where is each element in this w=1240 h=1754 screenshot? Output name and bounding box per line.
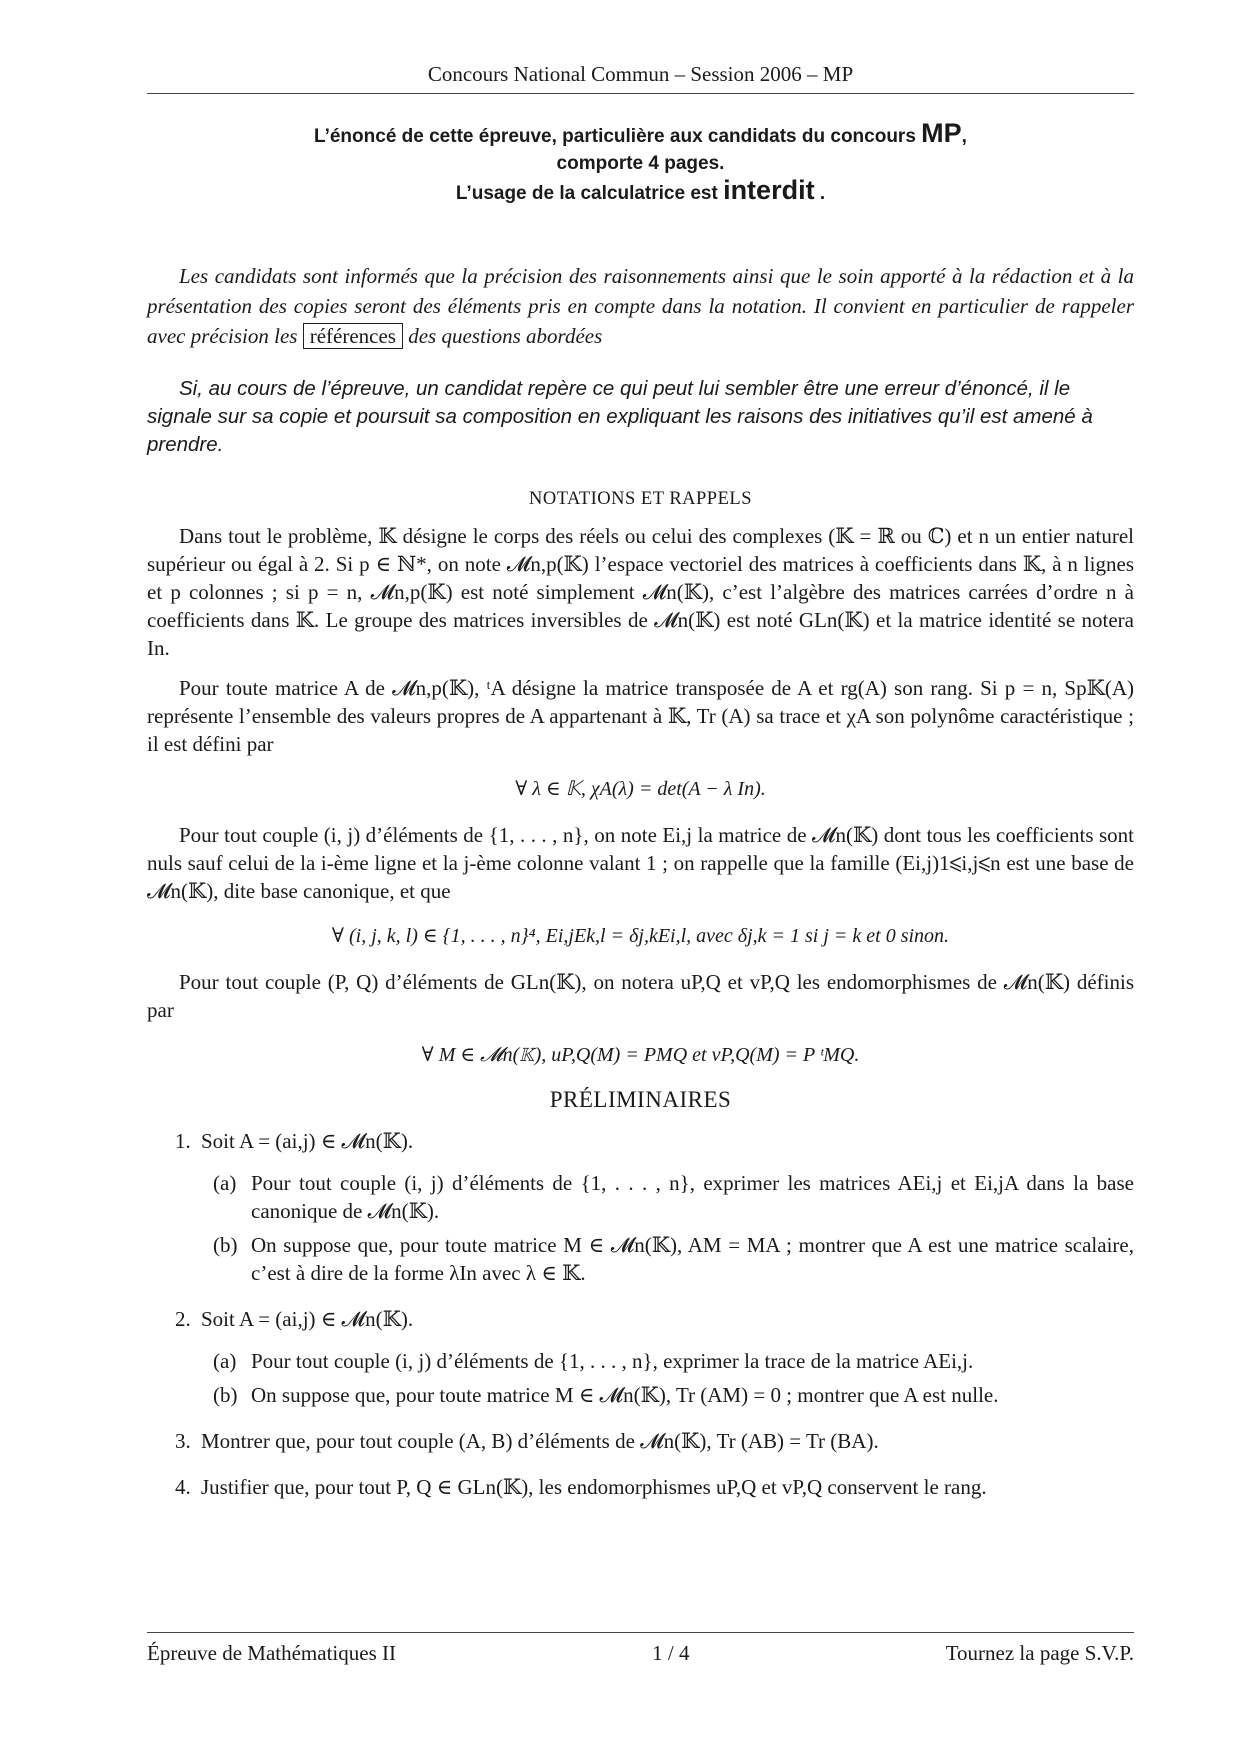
question-item: [147, 1305, 1134, 1409]
formula-canonical-basis-product: ∀ (i, j, k, l) ∈ {1, . . . , n}⁴, Ei,jEk,l = δj,kEi,l, avec δj,k = 1 si j = k et 0 sinon.: [331, 925, 950, 947]
question-list: [147, 1127, 1134, 1501]
title-line1: L’énoncé de cette épreuve, particulière aux candidats du concours: [314, 126, 922, 147]
subquestion-item: [201, 1347, 1134, 1375]
subquestion-item: [201, 1169, 1134, 1225]
question-text: Soit A = (ai,j) ∈ 𝓜n(𝕂).: [201, 1129, 414, 1153]
notations-paragraph-2: Pour toute matrice A de 𝓜n,p(𝕂), ᵗA désigne la matrice transposée de A et rg(A) son rang. Si p = n, Sp𝕂(A) représente l’ensemble des valeurs propres de A appartenant à 𝕂, Tr (A) sa trace et χA son polynôme caractéristique ; il est défini par: [147, 676, 1134, 756]
page-header: Concours National Commun – Session 2006 – MP: [147, 62, 1134, 94]
question-text: Montrer que, pour tout couple (A, B) d’éléments de 𝓜n(𝕂), Tr (AB) = Tr (BA).: [201, 1429, 879, 1453]
notations-title: NOTATIONS ET RAPPELS: [528, 489, 752, 509]
intro-text: Les candidats sont informés que la précision des raisonnements ainsi que le soin apporté à la rédaction et à la présentation des copies seront des éléments pris en compte dans la notation. Il convient en particulier de rappeler avec précision les: [147, 264, 1134, 348]
subquestion-list: [201, 1169, 1134, 1287]
footer-subject: Épreuve de Mathématiques II: [147, 1641, 396, 1665]
formula-characteristic-polynomial: ∀ λ ∈ 𝕂, χA(λ) = det(A − λ In).: [515, 778, 766, 800]
formula-endomorphisms: ∀ M ∈ 𝓜n(𝕂), uP,Q(M) = PMQ et vP,Q(M) = P ᵗMQ.: [421, 1044, 860, 1066]
title-mp: MP: [921, 118, 962, 148]
subquestion-text: Pour tout couple (i, j) d’éléments de {1, . . . , n}, exprimer la trace de la matrice AEi,j.: [251, 1349, 974, 1373]
preliminaires-title: PRÉLIMINAIRES: [549, 1087, 732, 1112]
footer-page-number: 1 / 4: [652, 1641, 690, 1665]
question-number: 3.: [175, 1429, 191, 1453]
title-interdit: interdit: [723, 175, 815, 205]
exam-title: [147, 120, 1134, 207]
title-line3-end: .: [814, 183, 826, 204]
subquestion-text: On suppose que, pour toute matrice M ∈ 𝓜n(𝕂), AM = MA ; montrer que A est une matrice scalaire, c’est à dire de la forme λIn avec λ ∈ 𝕂.: [251, 1233, 1134, 1285]
references-box: références: [303, 323, 403, 349]
subquestion-item: [201, 1231, 1134, 1287]
question-text: Justifier que, pour tout P, Q ∈ GLn(𝕂), les endomorphismes uP,Q et vP,Q conservent le rang.: [201, 1475, 987, 1499]
subquestion-text: On suppose que, pour toute matrice M ∈ 𝓜n(𝕂), Tr (AM) = 0 ; montrer que A est nulle.: [251, 1383, 999, 1407]
notations-paragraph-4: Pour tout couple (P, Q) d’éléments de GLn(𝕂), on notera uP,Q et vP,Q les endomorphismes de 𝓜n(𝕂) définis par: [147, 970, 1134, 1022]
footer-turn-page: Tournez la page S.V.P.: [945, 1641, 1134, 1665]
notations-paragraph-1: Dans tout le problème, 𝕂 désigne le corps des réels ou celui des complexes (𝕂 = ℝ ou ℂ) et n un entier naturel supérieur ou égal à 2. Si p ∈ ℕ*, on note 𝓜n,p(𝕂) l’espace vectoriel des matrices à coefficients dans 𝕂, à n lignes et p colonnes ; si p = n, 𝓜n,p(𝕂) est noté simplement 𝓜n(𝕂), c’est l’algèbre des matrices carrées d’ordre n à coefficients dans 𝕂. Le groupe des matrices inversibles de 𝓜n(𝕂) est noté GLn(𝕂) et la matrice identité se notera In.: [147, 524, 1134, 660]
subquestion-label: (a): [213, 1349, 237, 1373]
notations-paragraph-3: Pour tout couple (i, j) d’éléments de {1, . . . , n}, on note Ei,j la matrice de 𝓜n(𝕂) dont tous les coefficients sont nuls sauf celui de la i-ème ligne et la j-ème colonne valant 1 ; on rappelle que la famille (Ei,j)1⩽i,j⩽n est une base de 𝓜n(𝕂), dite base canonique, et que: [147, 823, 1134, 903]
title-line3: L’usage de la calculatrice est: [455, 183, 724, 204]
warning-paragraph: Si, au cours de l’épreuve, un candidat repère ce qui peut lui sembler être une erreur d’énoncé, il le signale sur sa copie et poursuit sa composition en expliquant les raisons des initiatives qu’il est amené à prendre.: [147, 377, 1093, 456]
subquestion-label: (b): [213, 1383, 238, 1407]
intro-paragraph: [147, 261, 1134, 351]
intro-text-end: des questions abordées: [402, 324, 603, 348]
subquestion-text: Pour tout couple (i, j) d’éléments de {1, . . . , n}, exprimer les matrices AEi,j et Ei,jA dans la base canonique de 𝓜n(𝕂).: [251, 1171, 1134, 1223]
title-line2: comporte 4 pages.: [556, 153, 725, 174]
subquestion-label: (a): [213, 1171, 237, 1195]
question-number: 1.: [175, 1129, 191, 1153]
subquestion-label: (b): [213, 1233, 238, 1257]
question-number: 2.: [175, 1307, 191, 1331]
exam-page: [147, 62, 1134, 1519]
question-item: [147, 1127, 1134, 1287]
question-item: [147, 1427, 1134, 1455]
title-line1-end: ,: [961, 126, 967, 147]
question-text: Soit A = (ai,j) ∈ 𝓜n(𝕂).: [201, 1307, 414, 1331]
question-number: 4.: [175, 1475, 191, 1499]
subquestion-item: [201, 1381, 1134, 1409]
question-item: [147, 1473, 1134, 1501]
page-footer: [147, 1632, 1134, 1666]
subquestion-list: [201, 1347, 1134, 1409]
